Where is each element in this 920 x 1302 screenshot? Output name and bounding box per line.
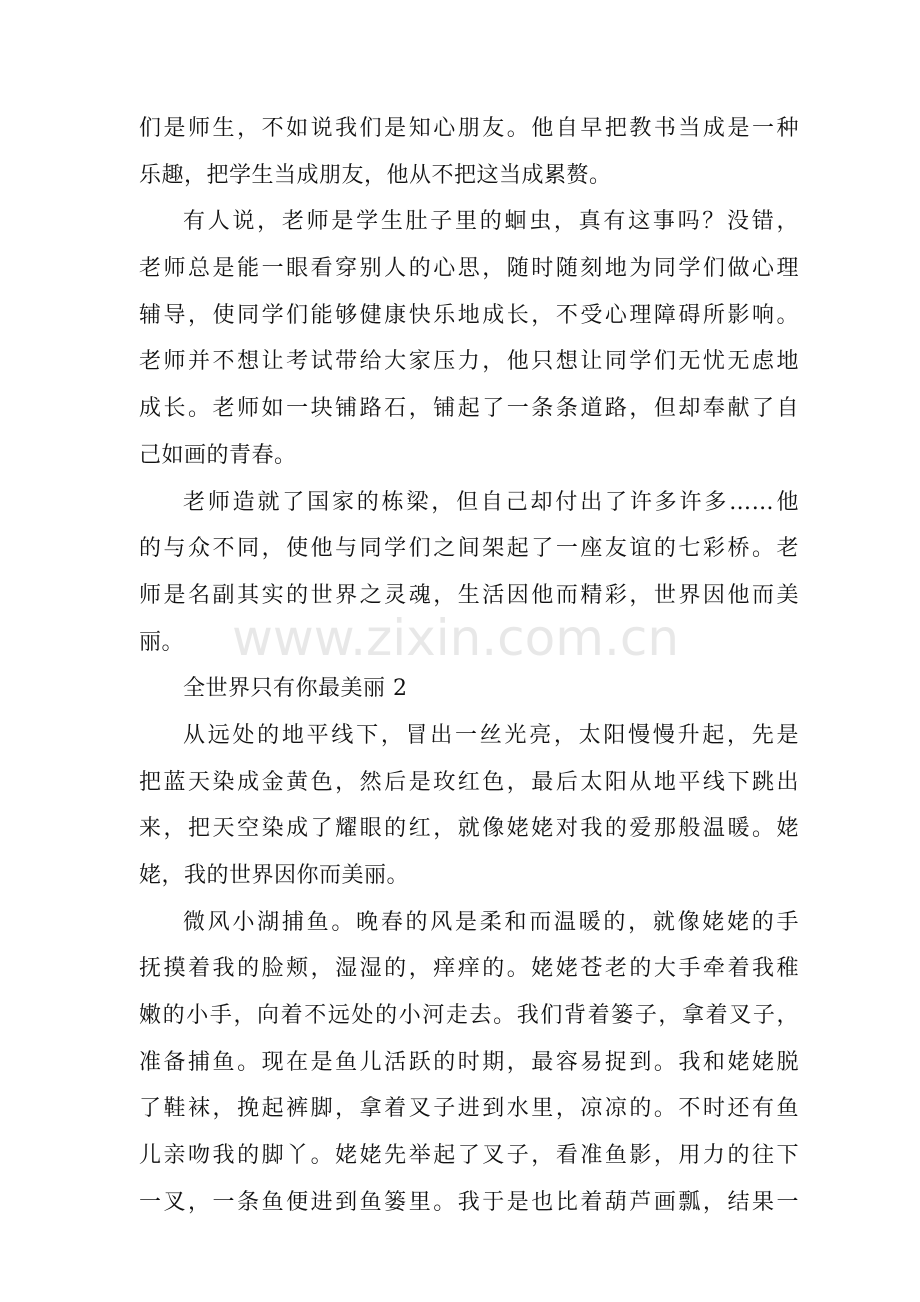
watermark: www.zixin.com.cn bbox=[232, 609, 680, 667]
paragraph-first-line: 有人说，老师是学生肚子里的蛔虫，真有这事吗？没错， bbox=[183, 209, 799, 235]
text-line: 来，把天空染成了耀眼的红，就像姥姥对我的爱那般温暖。姥 bbox=[139, 816, 799, 842]
text-line: 老师总是能一眼看穿别人的心思，随时随刻地为同学们做心理 bbox=[139, 256, 799, 282]
paragraph-first-line: 老师造就了国家的栋梁，但自己却付出了许多许多……他 bbox=[183, 489, 799, 515]
text-line: 了鞋袜，挽起裤脚，拿着叉子进到水里，凉凉的。不时还有鱼 bbox=[139, 1096, 799, 1122]
text-line: 儿亲吻我的脚丫。姥姥先举起了叉子，看准鱼影，用力的往下 bbox=[139, 1143, 799, 1169]
text-line: 抚摸着我的脸颊，湿湿的，痒痒的。姥姥苍老的大手牵着我稚 bbox=[139, 956, 799, 982]
paragraph-first-line: 微风小湖捕鱼。晚春的风是柔和而温暖的，就像姥姥的手 bbox=[183, 909, 799, 935]
text-line: 辅导，使同学们能够健康快乐地成长，不受心理障碍所影响。 bbox=[139, 302, 799, 328]
text-line: 们是师生，不如说我们是知心朋友。他自早把教书当成是一种 bbox=[139, 116, 799, 141]
text-line: 成长。老师如一块铺路石，铺起了一条条道路，但却奉献了自 bbox=[139, 396, 799, 422]
text-line: 丽。 bbox=[139, 629, 185, 655]
text-line: 一叉，一条鱼便进到鱼篓里。我于是也比着葫芦画瓢，结果一 bbox=[139, 1189, 799, 1215]
document-body bbox=[139, 106, 799, 1227]
text-line: 老师并不想让考试带给大家压力，他只想让同学们无忧无虑地 bbox=[139, 349, 799, 375]
text-line: 把蓝天染成金黄色，然后是玫红色，最后太阳从地平线下跳出 bbox=[139, 769, 799, 795]
text-line: 的与众不同，使他与同学们之间架起了一座友谊的七彩桥。老 bbox=[139, 536, 799, 562]
text-line: 准备捕鱼。现在是鱼儿活跃的时期，最容易捉到。我和姥姥脱 bbox=[139, 1049, 799, 1075]
paragraph-first-line: 从远处的地平线下，冒出一丝光亮，太阳慢慢升起，先是 bbox=[183, 722, 799, 748]
text-line: 己如画的青春。 bbox=[139, 442, 297, 468]
text-line: 嫩的小手，向着不远处的小河走去。我们背着篓子，拿着叉子， bbox=[139, 1003, 799, 1029]
text-line: 姥，我的世界因你而美丽。 bbox=[139, 863, 410, 888]
text-line: 乐趣，把学生当成朋友，他从不把这当成累赘。 bbox=[139, 162, 612, 188]
text-line: 师是名副其实的世界之灵魂，生活因他而精彩，世界因他而美 bbox=[139, 582, 799, 608]
section-heading: 全世界只有你最美丽 2 bbox=[183, 676, 408, 702]
